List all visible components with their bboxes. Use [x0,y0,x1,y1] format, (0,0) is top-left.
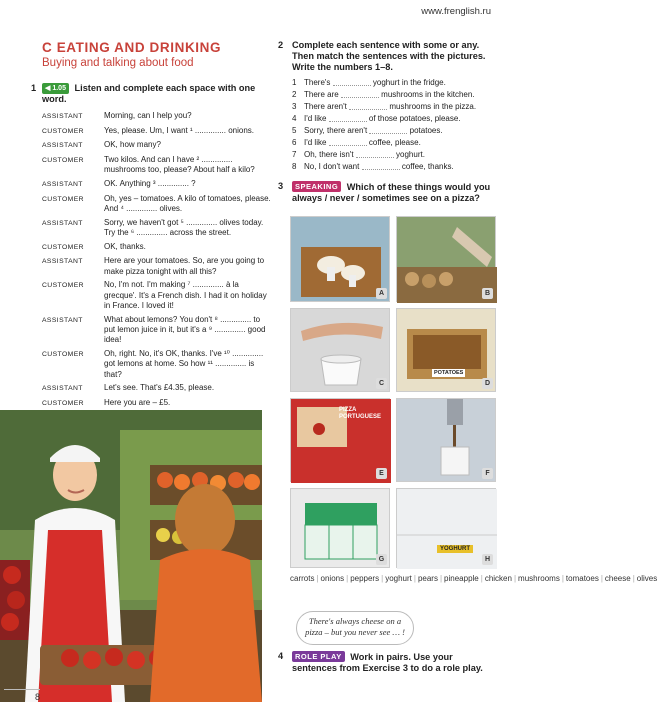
speaker-label: ASSISTANT [42,142,83,150]
speaking-badge: SPEAKING [292,181,341,192]
dialogue-line [42,194,272,215]
answer-blank[interactable] [349,102,387,110]
photo-yoghurt-empty [396,488,496,568]
dialogue-text: Morning, can I help you? [104,111,192,120]
dialogue-text: Yes, please. Um, I want ¹ .............. onions. [104,125,254,135]
exercise-number: 1 [31,83,37,93]
word-separator: | [561,574,564,583]
dialogue-text: OK, how many? [104,140,161,150]
exercise-number: 2 [278,40,284,50]
dialogue-text: Oh, yes – tomatoes. A kilo of tomatoes, please. And ⁴ .............. olives. [104,193,271,214]
photo-coffee-machine [396,398,496,482]
role-play-badge: ROLE PLAY [292,651,345,662]
answer-blank[interactable] [329,114,367,122]
food-word: pineapple [444,574,479,583]
food-word: tomatoes [565,574,599,583]
photo-label: C [376,378,387,389]
speaker-label: CUSTOMER [42,399,84,407]
food-word: chicken [484,574,512,583]
sentence-text [304,101,476,113]
exercise-2-instruction: Complete each sentence with some or any. Then match the sentences with the pictures. Write the numbers 1–8. [292,40,486,72]
dialogue-line [42,218,272,239]
market-stall-illustration [0,410,262,702]
dialogue-line [42,280,272,311]
answer-blank[interactable] [333,78,371,86]
exercise-4-instruction: Work in pairs. Use your sentences from Exercise 3 to do a role play. [292,652,483,673]
dialogue-text: What about lemons? You don't ⁸ .............. to put lemon juice in it, but it's a ⁹ .............. good idea! [104,314,266,345]
dialogue-text: OK. Anything ³ .............. ? [104,179,196,189]
dialogue-text: OK, thanks. [104,241,146,251]
sentence-number: 3 [292,102,297,111]
left-column [31,40,272,437]
dialogue-line [42,111,272,122]
speaker-label: ASSISTANT [42,113,83,120]
exercise-1-heading [31,83,272,105]
sentence-item [292,161,498,173]
food-word: pears [417,574,438,583]
dialogue-line [42,383,272,394]
photo-potatoes-shop [396,216,496,302]
sentence-before: There aren't [304,102,347,111]
sentence-number: 5 [292,126,297,135]
sentence-after: yoghurt in the fridge. [372,78,446,87]
photo-potatoes-box [396,308,496,392]
word-box [290,573,657,584]
dialogue-line [42,349,272,380]
dialogue-line [42,140,272,151]
answer-blank[interactable] [362,162,400,170]
speaker-label: ASSISTANT [42,181,83,189]
word-separator: | [600,574,603,583]
word-separator: | [413,574,416,583]
dialogue-line [42,155,272,176]
sentence-number: 6 [292,138,297,147]
dialogue-text: Two kilos. And can I have ² .............. mushrooms too, please? About half a kilo? [104,155,255,175]
photo-label: F [482,468,493,479]
speaker-label: CUSTOMER [42,243,84,251]
food-word: cheese [604,574,631,583]
food-word: peppers [350,574,380,583]
sentence-before: No, I don't want [304,162,360,171]
word-separator: | [439,574,443,583]
sentence-item [292,101,498,113]
dialogue-text: Sorry, we haven't got ⁵ .............. olives today. Try the ⁶ .............. across the street. [104,217,264,238]
speech-bubble: There's always cheese on a pizza – but you never see … ! [296,611,414,645]
sentence-list [278,77,498,173]
speaker-label: CUSTOMER [42,350,84,358]
sentence-text [304,125,443,137]
sentence-after: coffee, thanks. [401,162,454,171]
speaker-label: ASSISTANT [42,385,83,393]
dialogue-line [42,126,272,137]
sentence-text [304,77,446,89]
answer-blank[interactable] [369,126,407,134]
dialogue-line [42,256,272,277]
potatoes-box-label: POTATOES [434,370,464,376]
pizza-box-label: PIZZA PORTUGUESE [339,407,382,420]
section-subtitle: Buying and talking about food [42,57,194,69]
speaker-label: ASSISTANT [42,219,83,227]
word-separator: | [480,574,483,583]
word-separator: | [346,574,349,583]
sentence-after: of those potatoes, please. [368,114,461,123]
word-separator: | [316,574,319,583]
exercise-3-instruction: Which of these things would you always / never / sometimes see on a pizza? [292,182,491,203]
sentence-text [304,113,461,125]
dialogue-text: Let's see. That's £4.35, please. [104,383,215,393]
sentence-after: yoghurt. [396,150,425,159]
answer-blank[interactable] [329,138,367,146]
speaker-label: ASSISTANT [42,258,83,266]
exercise-3-heading [278,181,498,204]
answer-blank[interactable] [341,90,379,98]
word-separator: | [632,574,635,583]
photo-label: A [376,288,387,299]
sentence-number: 4 [292,114,297,123]
sentence-item [292,113,498,125]
sentence-before: I'd like [304,138,327,147]
dialogue-line [42,179,272,190]
photo-mushrooms [290,216,390,302]
sentence-before: There are [304,90,339,99]
dialogue-line [42,315,272,346]
speaker-label: CUSTOMER [42,195,84,203]
answer-blank[interactable] [356,150,394,158]
photo-label: H [482,554,493,565]
sentence-number: 2 [292,90,297,99]
sentence-after: mushrooms in the kitchen. [381,90,475,99]
sentence-before: Sorry, there aren't [304,126,368,135]
photo-empty-cup [290,308,390,392]
photo-label: E [376,468,387,479]
speaker-label: CUSTOMER [42,282,84,290]
photo-yoghurt-pots [290,488,390,568]
sentence-before: Oh, there isn't [304,150,354,159]
dialogue-line [42,398,272,409]
sentence-after: potatoes. [409,126,443,135]
audio-icon: ◀ [45,85,51,92]
speaker-label: ASSISTANT [42,316,83,324]
photo-label: G [376,554,387,565]
food-word: olives [636,574,657,583]
shop-scene-picture [0,410,262,702]
exercise-1-instruction: Listen and complete each space with one word. [42,83,256,104]
sentence-text [304,137,421,149]
exercise-4 [278,651,498,674]
sentence-before: There's [304,78,331,87]
sentence-item [292,149,498,161]
sentence-number: 8 [292,162,297,171]
dialogue-text: No, I'm not. I'm making ⁷ .............. à la grecque'. It's a French dish. I had it on holiday in France. I loved it! [104,280,267,310]
sentence-item [292,77,498,89]
sentence-after: mushrooms in the pizza. [389,102,477,111]
food-word: carrots [290,574,315,583]
sentence-text [304,161,454,173]
dialogue-line [42,242,272,253]
food-word: yoghurt [385,574,412,583]
dialogue-text: Here are your tomatoes. So, are you going to make pizza tonight with all this? [104,256,265,276]
food-word: mushrooms [518,574,560,583]
word-separator: | [513,574,517,583]
food-word: onions [320,574,345,583]
sentence-before: I'd like [304,114,327,123]
word-separator: | [381,574,384,583]
exercise-number: 3 [278,181,284,191]
yoghurt-label: YOGHURT [437,545,473,553]
exercise-number: 4 [278,651,284,661]
photo-pizza-box [290,398,390,482]
dialogue-text: Oh, right. No, it's OK, thanks. I've ¹⁰ .............. got lemons at home. So how ¹¹ .............. is that? [104,348,264,379]
page-number: 8 [4,689,40,702]
sentence-number: 1 [292,78,297,87]
sentence-after: coffee, please. [368,138,421,147]
dialogue [42,111,272,433]
dialogue-text: Here you are – £5. [104,397,171,407]
site-url: www.frenglish.ru [421,6,491,17]
audio-track-badge[interactable] [42,83,69,94]
right-column [278,40,498,204]
sentence-text [304,149,425,161]
photo-label: D [482,378,493,389]
speaker-label: CUSTOMER [42,157,84,165]
photo-grid [290,216,508,568]
exercise-2-heading [278,40,498,73]
sentence-item [292,125,498,137]
exercise-4-heading [278,651,498,674]
sentence-item [292,89,498,101]
speaker-label: CUSTOMER [42,127,84,135]
sentence-text [304,89,475,101]
section-title: C EATING AND DRINKING [42,40,222,55]
audio-track-number: 1.05 [52,85,66,92]
sentence-number: 7 [292,150,297,159]
photo-label: B [482,288,493,299]
sentence-item [292,137,498,149]
